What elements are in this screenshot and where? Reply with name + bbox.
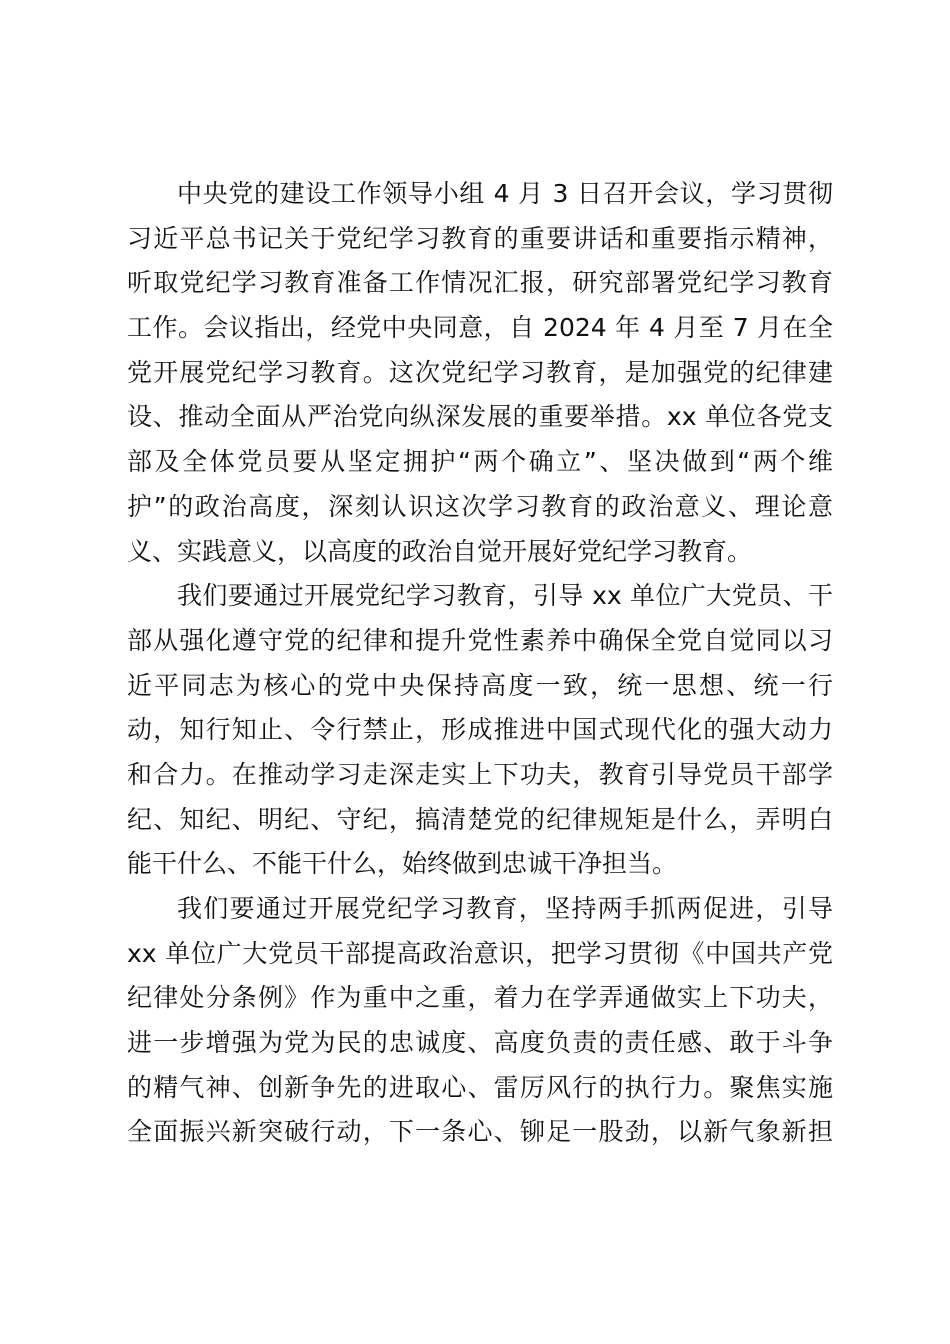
text-line: 义、实践意义，以高度的政治自觉开展好党纪学习教育。	[127, 536, 753, 566]
text-line: 近平同志为核心的党中央保持高度一致，统一思想、统一行	[127, 670, 833, 700]
text-line: 纪、知纪、明纪、守纪，搞清楚党的纪律规矩是什么，弄明白	[127, 804, 833, 834]
text-line: 习近平总书记关于党纪学习教育的重要讲话和重要指示精神，	[127, 223, 833, 253]
text-line: 护”的政治高度，深刻认识这次学习教育的政治意义、理论意	[127, 491, 833, 521]
text-line: 部及全体党员要从坚定拥护“两个确立”、坚决做到“两个维	[127, 447, 833, 477]
paragraph-3	[127, 887, 833, 1155]
text-line: 中央党的建设工作领导小组 4 月 3 日召开会议，学习贯彻	[177, 179, 833, 208]
text-line: 设、推动全面从严治党向纵深发展的重要举措。xx 单位各党支	[127, 402, 833, 432]
text-line: 和合力。在推动学习走深走实上下功夫，教育引导党员干部学	[127, 759, 833, 789]
text-line: 进一步增强为党为民的忠诚度、高度负责的责任感、敢于斗争	[127, 1028, 833, 1058]
paragraph-1	[127, 172, 833, 574]
text-line: 部从强化遵守党的纪律和提升党性素养中确保全党自觉同以习	[127, 625, 833, 655]
text-line: 的精气神、创新争先的进取心、雷厉风行的执行力。聚焦实施	[127, 1072, 833, 1102]
text-line: 工作。会议指出，经党中央同意，自 2024 年 4 月至 7 月在全	[127, 313, 833, 343]
text-line: 我们要通过开展党纪学习教育，坚持两手抓两促进，引导	[177, 894, 833, 923]
text-line: 全面振兴新突破行动，下一条心、铆足一股劲，以新气象新担	[127, 1117, 833, 1147]
paragraph-2	[127, 574, 833, 887]
text-line: 能干什么、不能干什么，始终做到忠诚干净担当。	[127, 849, 678, 879]
text-line: 听取党纪学习教育准备工作情况汇报，研究部署党纪学习教育	[127, 268, 833, 298]
text-line: 我们要通过开展党纪学习教育，引导 xx 单位广大党员、干	[177, 581, 833, 611]
text-line: 党开展党纪学习教育。这次党纪学习教育，是加强党的纪律建	[127, 357, 833, 387]
text-line: xx 单位广大党员干部提高政治意识，把学习贯彻《中国共产党	[127, 938, 833, 968]
text-line: 动，知行知止、令行禁止，形成推进中国式现代化的强大动力	[127, 715, 833, 745]
text-line: 纪律处分条例》作为重中之重，着力在学弄通做实上下功夫，	[127, 983, 833, 1013]
document-body	[127, 172, 833, 1155]
